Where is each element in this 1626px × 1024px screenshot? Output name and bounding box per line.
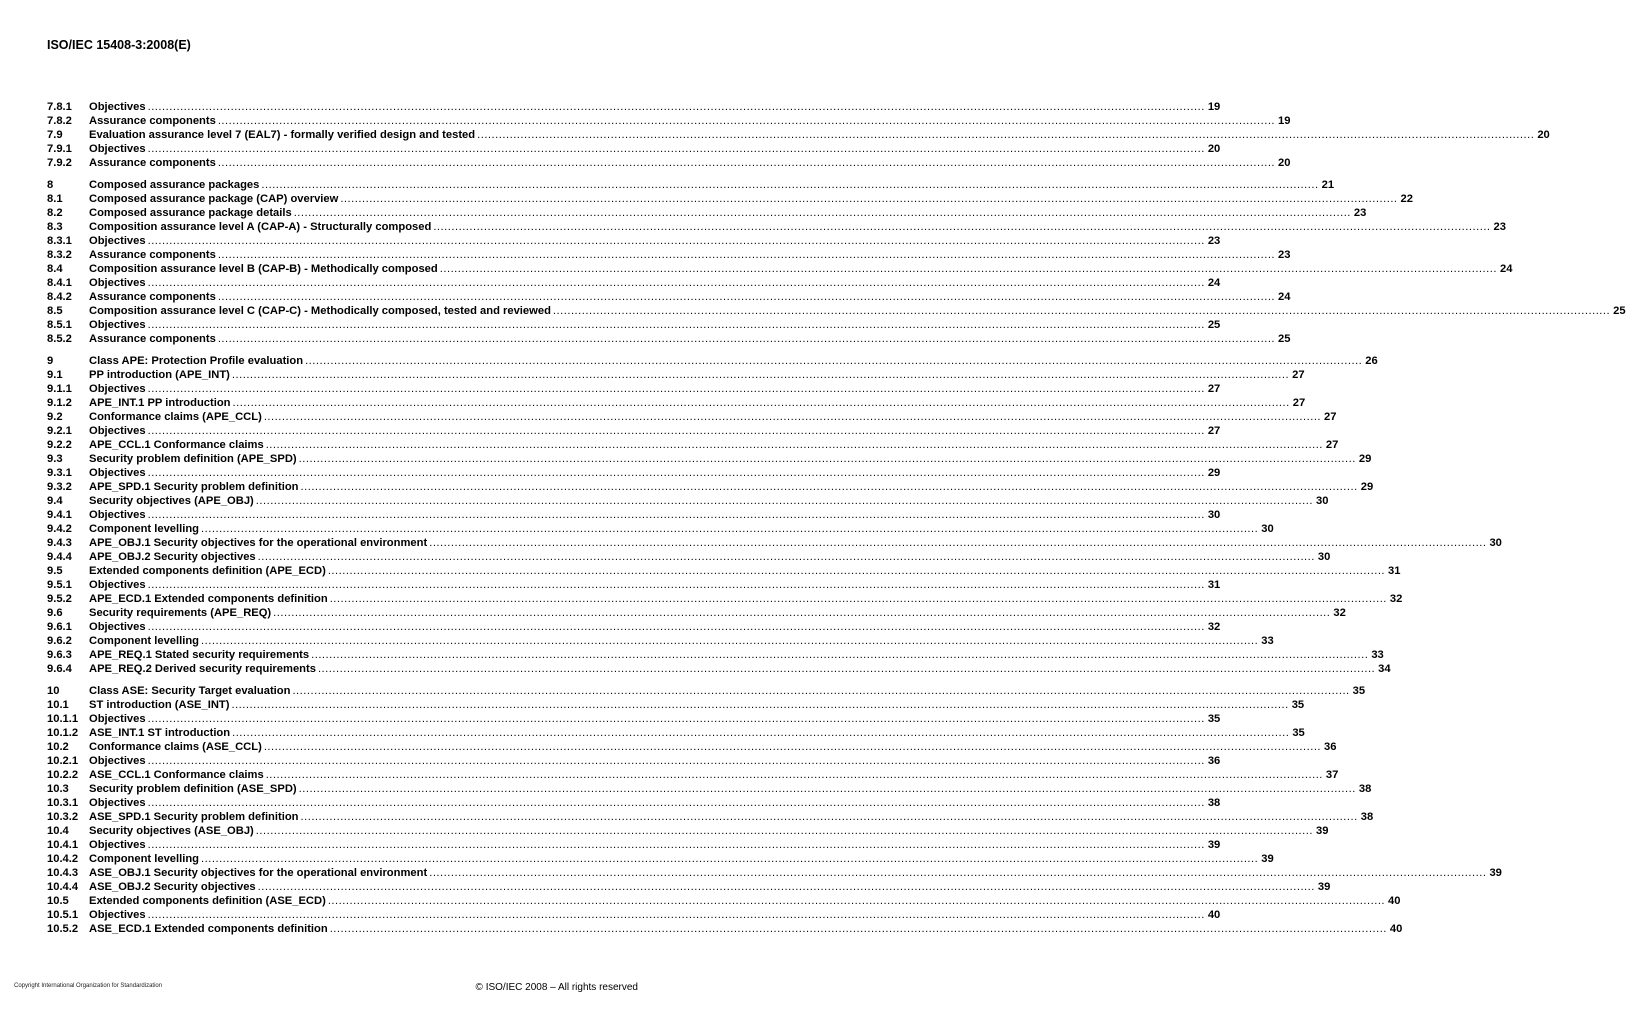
toc-group	[47, 178, 1626, 346]
toc-entry-number: 9.4.4	[47, 551, 72, 563]
toc-entry[interactable]	[47, 220, 1506, 234]
toc-entry-page: 22	[1400, 193, 1413, 205]
toc-entry-page: 38	[1358, 783, 1372, 795]
toc-dot-leader	[148, 712, 1205, 726]
toc-dot-leader	[148, 142, 1205, 156]
toc-dot-leader	[258, 550, 1315, 564]
toc-entry-title: Evaluation assurance level 7 (EAL7) - formally verified design and tested	[89, 129, 476, 141]
toc-entry[interactable]	[47, 508, 1221, 522]
toc-entry-title: ASE_INT.1 ST introduction	[89, 727, 231, 739]
toc-entry-page: 27	[1292, 369, 1305, 381]
toc-entry-title: Assurance components	[89, 333, 216, 345]
toc-entry-title: APE_INT.1 PP introduction	[89, 397, 231, 409]
toc-entry[interactable]	[47, 620, 1221, 634]
toc-dot-leader	[148, 620, 1205, 634]
toc-dot-leader	[429, 866, 1486, 880]
toc-entry-number: 9.6.2	[47, 635, 72, 647]
toc-dot-leader	[201, 852, 1258, 866]
toc-entry[interactable]	[47, 262, 1513, 276]
toc-entry-page: 27	[1207, 383, 1221, 395]
toc-entry-number: 10.4.2	[47, 853, 79, 865]
toc-entry-title: ST introduction (ASE_INT)	[89, 699, 230, 711]
toc-entry[interactable]	[47, 726, 1305, 740]
toc-entry[interactable]	[47, 276, 1221, 290]
toc-entry-number: 10.1.2	[47, 727, 79, 739]
toc-entry-title: ASE_CCL.1 Conformance claims	[89, 769, 264, 781]
toc-entry-title: ASE_SPD.1 Security problem definition	[89, 811, 299, 823]
toc-dot-leader	[330, 592, 1387, 606]
toc-entry-number: 7.9.1	[47, 143, 72, 155]
toc-entry-number: 9.1.1	[47, 383, 72, 395]
toc-entry-title: Conformance claims (APE_CCL)	[89, 411, 262, 423]
toc-dot-leader	[330, 922, 1387, 936]
toc-entry-page: 30	[1317, 551, 1331, 563]
toc-group	[47, 100, 1550, 170]
toc-group	[47, 684, 1502, 936]
toc-entry-page: 37	[1325, 769, 1339, 781]
toc-dot-leader	[148, 318, 1205, 332]
toc-dot-leader	[218, 332, 1275, 346]
toc-dot-leader	[148, 508, 1205, 522]
toc-dot-leader	[273, 606, 1330, 620]
toc-entry-title: Objectives	[89, 509, 146, 521]
toc-entry-page: 24	[1278, 291, 1291, 303]
toc-entry-title: Component levelling	[89, 635, 200, 647]
toc-entry-page: 36	[1324, 741, 1337, 753]
toc-entry-title: Objectives	[89, 909, 146, 921]
toc-dot-leader	[328, 564, 1385, 578]
toc-entry-title: Objectives	[89, 235, 146, 247]
toc-dot-leader	[294, 206, 1351, 220]
toc-entry-number: 10.1.1	[47, 713, 79, 725]
toc-dot-leader	[340, 192, 1397, 206]
toc-entry-number: 9.5.2	[47, 593, 72, 605]
toc-entry-number: 7.8.1	[47, 101, 72, 113]
toc-entry-title: ASE_ECD.1 Extended components definition	[89, 923, 328, 935]
toc-entry-page: 39	[1317, 881, 1331, 893]
toc-dot-leader	[148, 424, 1205, 438]
toc-dot-leader	[148, 276, 1205, 290]
toc-entry[interactable]	[47, 248, 1291, 262]
toc-entry-page: 24	[1499, 263, 1513, 275]
toc-entry-title: Objectives	[89, 101, 146, 113]
toc-entry-number: 8.5	[47, 305, 63, 317]
toc-dot-leader	[261, 178, 1318, 192]
toc-entry-number: 8.2	[47, 207, 63, 219]
toc-entry-number: 7.9.2	[47, 157, 72, 169]
toc-entry[interactable]	[47, 782, 1372, 796]
toc-entry[interactable]	[47, 354, 1378, 368]
toc-dot-leader	[218, 156, 1275, 170]
toc-entry[interactable]	[47, 494, 1329, 508]
toc-dot-leader	[292, 684, 1349, 698]
toc-entry-title: Class ASE: Security Target evaluation	[89, 685, 291, 697]
toc-dot-leader	[301, 480, 1358, 494]
toc-entry[interactable]	[47, 796, 1221, 810]
toc-dot-leader	[256, 494, 1313, 508]
table-of-contents	[47, 100, 1626, 936]
toc-entry-number: 9.3	[47, 453, 63, 465]
toc-entry[interactable]	[47, 304, 1626, 318]
toc-dot-leader	[148, 100, 1205, 114]
toc-entry-title: Security problem definition (APE_SPD)	[89, 453, 297, 465]
toc-entry-page: 30	[1261, 523, 1274, 535]
toc-entry-page: 38	[1207, 797, 1221, 809]
toc-group	[47, 354, 1502, 676]
toc-entry-number: 10.4.3	[47, 867, 79, 879]
toc-entry[interactable]	[47, 522, 1274, 536]
toc-entry-number: 8.1	[47, 193, 63, 205]
toc-entry-number: 7.8.2	[47, 115, 72, 127]
toc-entry[interactable]	[47, 824, 1329, 838]
toc-entry[interactable]	[47, 880, 1331, 894]
toc-entry[interactable]	[47, 684, 1366, 698]
toc-entry-number: 8.3.2	[47, 249, 72, 261]
toc-entry[interactable]	[47, 550, 1331, 564]
toc-dot-leader	[148, 796, 1205, 810]
toc-entry-page: 33	[1371, 649, 1384, 661]
toc-entry-title: APE_CCL.1 Conformance claims	[89, 439, 264, 451]
toc-entry[interactable]	[47, 480, 1374, 494]
toc-entry-number: 9.2	[47, 411, 63, 423]
toc-entry-title: Extended components definition (APE_ECD)	[89, 565, 326, 577]
toc-entry-title: Composed assurance package details	[89, 207, 292, 219]
toc-entry-title: Objectives	[89, 277, 146, 289]
toc-entry-title: Assurance components	[89, 291, 216, 303]
toc-entry-number: 8.3	[47, 221, 63, 233]
toc-entry-page: 19	[1207, 101, 1221, 113]
toc-entry-number: 7.9	[47, 129, 63, 141]
toc-entry-page: 20	[1278, 157, 1291, 169]
toc-entry-title: APE_OBJ.2 Security objectives	[89, 551, 256, 563]
toc-entry-title: Objectives	[89, 713, 146, 725]
toc-entry[interactable]	[47, 908, 1221, 922]
toc-entry-page: 19	[1278, 115, 1291, 127]
toc-entry-page: 29	[1207, 467, 1221, 479]
toc-entry-page: 35	[1292, 727, 1305, 739]
toc-entry-page: 32	[1389, 593, 1403, 605]
toc-entry-number: 10.2	[47, 741, 69, 753]
toc-entry-number: 9.6.1	[47, 621, 72, 633]
toc-entry-title: Composition assurance level A (CAP-A) - Structurally composed	[89, 221, 432, 233]
toc-entry-number: 10.3	[47, 783, 69, 795]
toc-entry-number: 9.6.3	[47, 649, 72, 661]
toc-entry-page: 23	[1353, 207, 1367, 219]
toc-dot-leader	[258, 880, 1315, 894]
toc-entry-number: 9.1	[47, 369, 63, 381]
footer-copyright-left: Copyright International Organization for Standardization	[14, 983, 163, 989]
toc-entry[interactable]	[47, 206, 1367, 220]
toc-entry-page: 24	[1207, 277, 1221, 289]
toc-dot-leader	[218, 248, 1275, 262]
toc-dot-leader	[148, 908, 1205, 922]
toc-dot-leader	[148, 838, 1205, 852]
toc-dot-leader	[232, 726, 1289, 740]
toc-entry-number: 9.5.1	[47, 579, 72, 591]
toc-entry[interactable]	[47, 536, 1502, 550]
toc-entry-number: 10.5	[47, 895, 69, 907]
toc-entry-title: Security problem definition (ASE_SPD)	[89, 783, 297, 795]
toc-entry-number: 9.4.2	[47, 523, 72, 535]
toc-entry-page: 31	[1388, 565, 1401, 577]
toc-entry[interactable]	[47, 754, 1221, 768]
toc-entry-number: 10.2.2	[47, 769, 79, 781]
toc-dot-leader	[433, 220, 1490, 234]
toc-entry-number: 9.2.2	[47, 439, 72, 451]
toc-entry[interactable]	[47, 128, 1550, 142]
toc-entry-number: 8	[47, 179, 54, 191]
toc-entry-title: Assurance components	[89, 115, 216, 127]
toc-entry-title: Security requirements (APE_REQ)	[89, 607, 272, 619]
toc-entry-title: Objectives	[89, 143, 146, 155]
toc-entry-title: Objectives	[89, 797, 146, 809]
toc-entry-number: 9.3.2	[47, 481, 72, 493]
toc-dot-leader	[477, 128, 1534, 142]
toc-entry-page: 23	[1207, 235, 1221, 247]
toc-entry-page: 29	[1360, 481, 1374, 493]
toc-dot-leader	[233, 396, 1290, 410]
toc-entry-page: 29	[1358, 453, 1372, 465]
toc-dot-leader	[148, 466, 1205, 480]
toc-dot-leader	[201, 634, 1258, 648]
toc-entry-page: 30	[1489, 537, 1502, 549]
toc-entry-number: 9.5	[47, 565, 63, 577]
toc-entry[interactable]	[47, 142, 1221, 156]
toc-entry-page: 36	[1207, 755, 1221, 767]
toc-entry-title: Objectives	[89, 839, 146, 851]
toc-entry[interactable]	[47, 606, 1346, 620]
toc-entry-title: Conformance claims (ASE_CCL)	[89, 741, 262, 753]
toc-entry-number: 10.3.1	[47, 797, 79, 809]
toc-entry[interactable]	[47, 894, 1401, 908]
toc-dot-leader	[231, 698, 1288, 712]
toc-entry[interactable]	[47, 438, 1339, 452]
toc-entry-title: Objectives	[89, 579, 146, 591]
toc-entry-number: 10.1	[47, 699, 69, 711]
toc-entry[interactable]	[47, 466, 1221, 480]
toc-entry-page: 30	[1207, 509, 1221, 521]
toc-entry-page: 30	[1315, 495, 1329, 507]
toc-entry-title: ASE_OBJ.2 Security objectives	[89, 881, 256, 893]
toc-entry[interactable]	[47, 662, 1391, 676]
toc-entry-page: 27	[1207, 425, 1221, 437]
toc-dot-leader	[148, 382, 1205, 396]
toc-entry-number: 8.4.2	[47, 291, 72, 303]
toc-entry-page: 26	[1365, 355, 1378, 367]
toc-entry[interactable]	[47, 810, 1374, 824]
toc-entry-title: ASE_OBJ.1 Security objectives for the operational environment	[89, 867, 428, 879]
toc-entry-page: 32	[1333, 607, 1346, 619]
toc-dot-leader	[148, 234, 1205, 248]
toc-entry-number: 9.4	[47, 495, 63, 507]
toc-entry[interactable]	[47, 114, 1291, 128]
toc-entry[interactable]	[47, 424, 1221, 438]
toc-entry-title: Objectives	[89, 755, 146, 767]
toc-entry-title: APE_ECD.1 Extended components definition	[89, 593, 328, 605]
toc-dot-leader	[299, 782, 1356, 796]
toc-entry-page: 27	[1292, 397, 1306, 409]
footer-copyright-right: © ISO/IEC 2008 – All rights reserved	[475, 982, 638, 993]
toc-entry-title: Composed assurance package (CAP) overview	[89, 193, 339, 205]
toc-entry-title: Assurance components	[89, 249, 216, 261]
toc-entry-title: PP introduction (APE_INT)	[89, 369, 230, 381]
toc-entry[interactable]	[47, 866, 1502, 880]
toc-dot-leader	[218, 290, 1275, 304]
toc-entry-page: 20	[1537, 129, 1550, 141]
toc-entry-page: 39	[1207, 839, 1221, 851]
toc-dot-leader	[148, 578, 1205, 592]
toc-entry-title: Composed assurance packages	[89, 179, 260, 191]
toc-entry-page: 21	[1321, 179, 1335, 191]
toc-entry[interactable]	[47, 698, 1305, 712]
toc-entry-title: Composition assurance level B (CAP-B) - Methodically composed	[89, 263, 438, 275]
toc-dot-leader	[299, 452, 1356, 466]
toc-entry[interactable]	[47, 290, 1291, 304]
toc-entry-page: 40	[1207, 909, 1221, 921]
toc-entry-page: 27	[1325, 439, 1339, 451]
toc-entry-title: Security objectives (ASE_OBJ)	[89, 825, 254, 837]
toc-entry-number: 9.3.1	[47, 467, 72, 479]
toc-entry-title: Objectives	[89, 467, 146, 479]
toc-entry[interactable]	[47, 592, 1403, 606]
toc-entry-title: Component levelling	[89, 853, 200, 865]
toc-entry-title: APE_OBJ.1 Security objectives for the operational environment	[89, 537, 428, 549]
toc-entry-title: APE_REQ.2 Derived security requirements	[89, 663, 316, 675]
toc-entry[interactable]	[47, 852, 1274, 866]
toc-entry-page: 20	[1207, 143, 1221, 155]
toc-entry-page: 33	[1261, 635, 1274, 647]
toc-entry-page: 35	[1207, 713, 1221, 725]
toc-entry-page: 39	[1489, 867, 1502, 879]
toc-entry-number: 9	[47, 355, 54, 367]
toc-entry[interactable]	[47, 648, 1384, 662]
toc-entry-title: APE_SPD.1 Security problem definition	[89, 481, 299, 493]
toc-entry-number: 10.5.1	[47, 909, 79, 921]
toc-entry-number: 10.5.2	[47, 923, 79, 935]
toc-entry-number: 10.3.2	[47, 811, 79, 823]
toc-entry-page: 38	[1360, 811, 1374, 823]
toc-dot-leader	[553, 304, 1610, 318]
toc-entry-page: 34	[1378, 663, 1391, 675]
toc-entry-title: Composition assurance level C (CAP-C) - Methodically composed, tested and reviewed	[89, 305, 551, 317]
toc-entry[interactable]	[47, 332, 1291, 346]
toc-entry-title: Class APE: Protection Profile evaluation	[89, 355, 304, 367]
toc-entry-page: 39	[1315, 825, 1329, 837]
toc-entry[interactable]	[47, 234, 1221, 248]
toc-entry-number: 10.4.1	[47, 839, 79, 851]
toc-dot-leader	[440, 262, 1497, 276]
toc-entry-title: Component levelling	[89, 523, 200, 535]
toc-entry-title: APE_REQ.1 Stated security requirements	[89, 649, 310, 661]
toc-entry[interactable]	[47, 192, 1413, 206]
toc-dot-leader	[429, 536, 1486, 550]
toc-dot-leader	[266, 438, 1323, 452]
toc-entry[interactable]	[47, 922, 1403, 936]
toc-dot-leader	[301, 810, 1358, 824]
toc-entry[interactable]	[47, 368, 1305, 382]
toc-entry-number: 10.4	[47, 825, 69, 837]
toc-entry-number: 8.5.2	[47, 333, 72, 345]
toc-entry-page: 35	[1352, 685, 1366, 697]
toc-dot-leader	[311, 648, 1368, 662]
toc-dot-leader	[328, 894, 1385, 908]
toc-dot-leader	[264, 410, 1321, 424]
toc-entry[interactable]	[47, 578, 1221, 592]
toc-entry[interactable]	[47, 452, 1372, 466]
toc-entry-number: 8.4.1	[47, 277, 72, 289]
toc-entry-number: 10	[47, 685, 60, 697]
toc-dot-leader	[232, 368, 1289, 382]
toc-entry-title: Objectives	[89, 621, 146, 633]
toc-dot-leader	[201, 522, 1258, 536]
toc-entry[interactable]	[47, 396, 1306, 410]
toc-entry-page: 35	[1291, 699, 1305, 711]
toc-dot-leader	[318, 662, 1375, 676]
toc-dot-leader	[148, 754, 1205, 768]
toc-entry-number: 9.1.2	[47, 397, 72, 409]
toc-entry[interactable]	[47, 178, 1335, 192]
toc-entry-number: 10.4.4	[47, 881, 79, 893]
toc-entry-number: 8.3.1	[47, 235, 72, 247]
toc-dot-leader	[305, 354, 1362, 368]
toc-entry-page: 40	[1389, 923, 1403, 935]
toc-entry-number: 9.4.3	[47, 537, 72, 549]
toc-entry-page: 23	[1278, 249, 1291, 261]
toc-entry-number: 9.6.4	[47, 663, 72, 675]
toc-entry-page: 25	[1207, 319, 1221, 331]
toc-entry-page: 39	[1261, 853, 1274, 865]
toc-dot-leader	[266, 768, 1323, 782]
toc-entry[interactable]	[47, 740, 1337, 754]
toc-entry[interactable]	[47, 634, 1274, 648]
toc-entry-number: 9.2.1	[47, 425, 72, 437]
toc-entry-page: 25	[1613, 305, 1626, 317]
toc-entry-number: 9.4.1	[47, 509, 72, 521]
toc-dot-leader	[218, 114, 1275, 128]
toc-entry-number: 9.6	[47, 607, 63, 619]
toc-entry-page: 31	[1207, 579, 1221, 591]
toc-dot-leader	[264, 740, 1321, 754]
toc-entry[interactable]	[47, 768, 1339, 782]
toc-entry-title: Extended components definition (ASE_ECD)	[89, 895, 326, 907]
toc-entry-title: Security objectives (APE_OBJ)	[89, 495, 254, 507]
toc-entry[interactable]	[47, 318, 1221, 332]
toc-entry-page: 32	[1207, 621, 1221, 633]
toc-entry-page: 40	[1388, 895, 1401, 907]
toc-entry[interactable]	[47, 410, 1337, 424]
toc-entry-title: Assurance components	[89, 157, 216, 169]
toc-entry-title: Objectives	[89, 383, 146, 395]
toc-entry[interactable]	[47, 100, 1221, 114]
toc-entry-title: Objectives	[89, 425, 146, 437]
toc-entry[interactable]	[47, 564, 1401, 578]
toc-dot-leader	[256, 824, 1313, 838]
toc-entry[interactable]	[47, 382, 1221, 396]
toc-entry-title: Objectives	[89, 319, 146, 331]
toc-entry[interactable]	[47, 712, 1221, 726]
toc-entry-page: 23	[1493, 221, 1506, 233]
toc-entry-number: 10.2.1	[47, 755, 79, 767]
toc-entry-page: 27	[1324, 411, 1337, 423]
document-header: ISO/IEC 15408-3:2008(E)	[47, 38, 191, 52]
toc-entry-page: 25	[1278, 333, 1291, 345]
toc-entry-number: 8.4	[47, 263, 63, 275]
toc-entry[interactable]	[47, 838, 1221, 852]
toc-entry[interactable]	[47, 156, 1291, 170]
toc-entry-number: 8.5.1	[47, 319, 72, 331]
